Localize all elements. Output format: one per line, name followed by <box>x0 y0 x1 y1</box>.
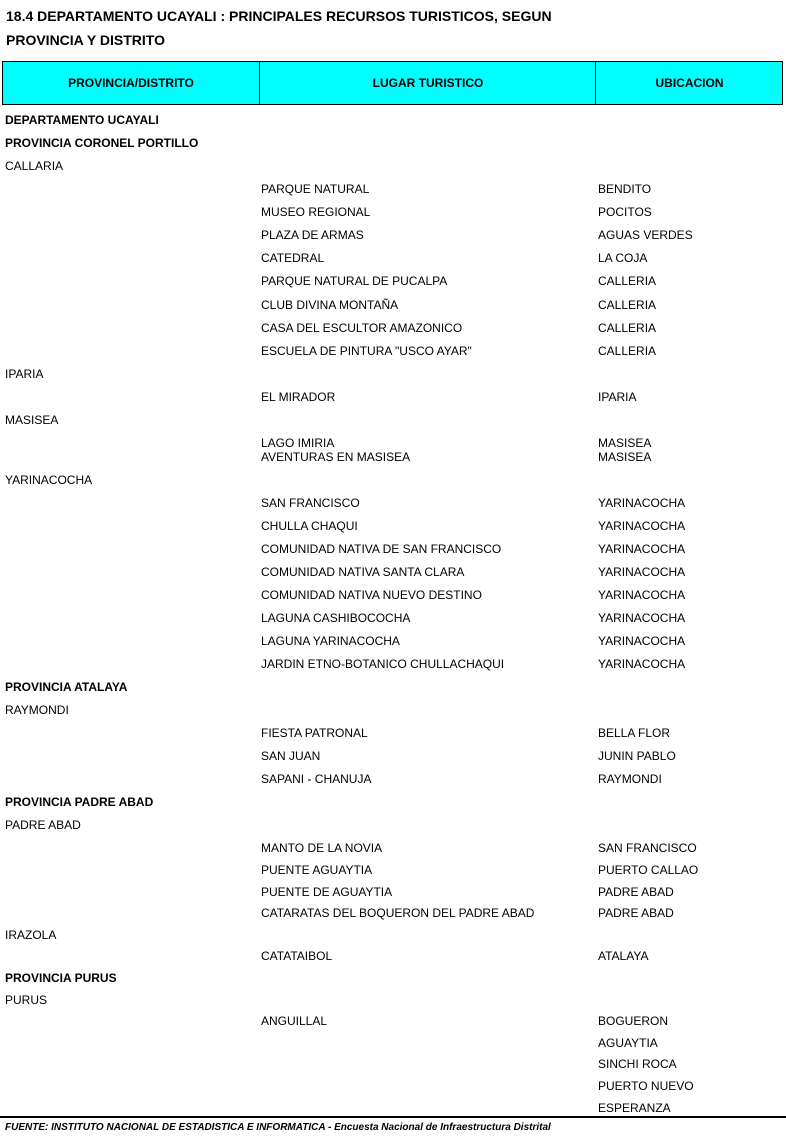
cell-lugar-turistico: CASA DEL ESCULTOR AMAZONICO <box>261 321 463 335</box>
cell-lugar-turistico: PUENTE AGUAYTIA <box>261 863 373 877</box>
cell-lugar-turistico: CLUB DIVINA MONTAÑA <box>261 298 399 312</box>
cell-provincia-distrito: YARINACOCHA <box>5 473 93 487</box>
cell-provincia-distrito: RAYMONDI <box>5 703 69 717</box>
cell-ubicacion: PADRE ABAD <box>598 906 674 920</box>
cell-lugar-turistico: MANTO DE LA NOVIA <box>261 841 383 855</box>
table-header <box>2 61 783 105</box>
cell-lugar-turistico: CATARATAS DEL BOQUERON DEL PADRE ABAD <box>261 906 535 920</box>
cell-lugar-turistico: SAN FRANCISCO <box>261 496 360 510</box>
cell-ubicacion: YARINACOCHA <box>598 657 686 671</box>
cell-ubicacion: RAYMONDI <box>598 772 662 786</box>
cell-provincia-distrito: DEPARTAMENTO UCAYALI <box>5 113 159 127</box>
cell-ubicacion: JUNIN PABLO <box>598 749 676 763</box>
cell-lugar-turistico: LAGUNA YARINACOCHA <box>261 634 400 648</box>
cell-lugar-turistico: JARDIN ETNO-BOTANICO CHULLACHAQUI <box>261 657 505 671</box>
cell-lugar-turistico: PARQUE NATURAL DE PUCALPA <box>261 274 448 288</box>
cell-ubicacion: CALLERIA <box>598 321 657 335</box>
cell-lugar-turistico: EL MIRADOR <box>261 390 336 404</box>
cell-provincia-distrito: IPARIA <box>5 367 44 381</box>
cell-ubicacion: POCITOS <box>598 205 652 219</box>
cell-ubicacion: YARINACOCHA <box>598 588 686 602</box>
cell-lugar-turistico: CATEDRAL <box>261 251 325 265</box>
cell-ubicacion: YARINACOCHA <box>598 519 686 533</box>
cell-lugar-turistico: AVENTURAS EN MASISEA <box>261 450 411 464</box>
cell-ubicacion: YARINACOCHA <box>598 634 686 648</box>
cell-provincia-distrito: PROVINCIA PADRE ABAD <box>5 795 154 809</box>
cell-ubicacion: YARINACOCHA <box>598 542 686 556</box>
cell-provincia-distrito: PROVINCIA CORONEL PORTILLO <box>5 136 199 150</box>
header-ubicacion: UBICACION <box>595 62 783 104</box>
cell-lugar-turistico: ESCUELA DE PINTURA "USCO AYAR" <box>261 344 472 358</box>
cell-ubicacion: IPARIA <box>598 390 637 404</box>
cell-ubicacion: SINCHI ROCA <box>598 1057 677 1071</box>
cell-ubicacion: LA COJA <box>598 251 648 265</box>
cell-lugar-turistico: SAPANI - CHANUJA <box>261 772 372 786</box>
cell-ubicacion: YARINACOCHA <box>598 611 686 625</box>
cell-lugar-turistico: COMUNIDAD NATIVA SANTA CLARA <box>261 565 465 579</box>
header-lugar-turistico: LUGAR TURISTICO <box>259 62 596 104</box>
cell-provincia-distrito: PURUS <box>5 993 48 1007</box>
header-provincia-distrito: PROVINCIA/DISTRITO <box>68 76 194 90</box>
cell-ubicacion: CALLERIA <box>598 274 657 288</box>
cell-lugar-turistico: PUENTE DE AGUAYTIA <box>261 885 393 899</box>
cell-ubicacion: BENDITO <box>598 182 652 196</box>
cell-lugar-turistico: PARQUE NATURAL <box>261 182 370 196</box>
cell-lugar-turistico: COMUNIDAD NATIVA NUEVO DESTINO <box>261 588 482 602</box>
page-subtitle: PROVINCIA Y DISTRITO <box>6 32 165 48</box>
cell-ubicacion: CALLERIA <box>598 344 657 358</box>
cell-ubicacion: AGUAS VERDES <box>598 228 693 242</box>
cell-ubicacion: MASISEA <box>598 450 652 464</box>
cell-ubicacion: CALLERIA <box>598 298 657 312</box>
cell-lugar-turistico: PLAZA DE ARMAS <box>261 228 364 242</box>
cell-lugar-turistico: LAGUNA CASHIBOCOCHA <box>261 611 411 625</box>
cell-provincia-distrito: IRAZOLA <box>5 928 57 942</box>
cell-lugar-turistico: SAN JUAN <box>261 749 321 763</box>
cell-provincia-distrito: PADRE ABAD <box>5 818 81 832</box>
footer-divider <box>0 1116 786 1118</box>
page-title: 18.4 DEPARTAMENTO UCAYALI : PRINCIPALES RECURSOS TURISTICOS, SEGUN <box>6 8 552 24</box>
cell-lugar-turistico: ANGUILLAL <box>261 1014 328 1028</box>
cell-ubicacion: ATALAYA <box>598 949 649 963</box>
cell-ubicacion: YARINACOCHA <box>598 496 686 510</box>
cell-ubicacion: BELLA FLOR <box>598 726 671 740</box>
cell-provincia-distrito: CALLARIA <box>5 159 64 173</box>
cell-provincia-distrito: PROVINCIA PURUS <box>5 971 117 985</box>
cell-ubicacion: AGUAYTIA <box>598 1036 658 1050</box>
cell-ubicacion: ESPERANZA <box>598 1101 671 1115</box>
cell-ubicacion: PADRE ABAD <box>598 885 674 899</box>
cell-ubicacion: YARINACOCHA <box>598 565 686 579</box>
cell-ubicacion: BOGUERON <box>598 1014 669 1028</box>
cell-lugar-turistico: CHULLA CHAQUI <box>261 519 358 533</box>
cell-ubicacion: PUERTO CALLAO <box>598 863 699 877</box>
cell-lugar-turistico: LAGO IMIRIA <box>261 436 335 450</box>
cell-lugar-turistico: MUSEO REGIONAL <box>261 205 371 219</box>
cell-lugar-turistico: COMUNIDAD NATIVA DE SAN FRANCISCO <box>261 542 502 556</box>
cell-lugar-turistico: FIESTA PATRONAL <box>261 726 368 740</box>
cell-provincia-distrito: PROVINCIA ATALAYA <box>5 680 128 694</box>
cell-ubicacion: PUERTO NUEVO <box>598 1079 694 1093</box>
cell-lugar-turistico: CATATAIBOL <box>261 949 333 963</box>
cell-provincia-distrito: MASISEA <box>5 413 59 427</box>
cell-ubicacion: SAN FRANCISCO <box>598 841 697 855</box>
source-footnote: FUENTE: INSTITUTO NACIONAL DE ESTADISTICA E INFORMATICA - Encuesta Nacional de Infraestructura Distrital <box>5 1122 551 1133</box>
cell-ubicacion: MASISEA <box>598 436 652 450</box>
